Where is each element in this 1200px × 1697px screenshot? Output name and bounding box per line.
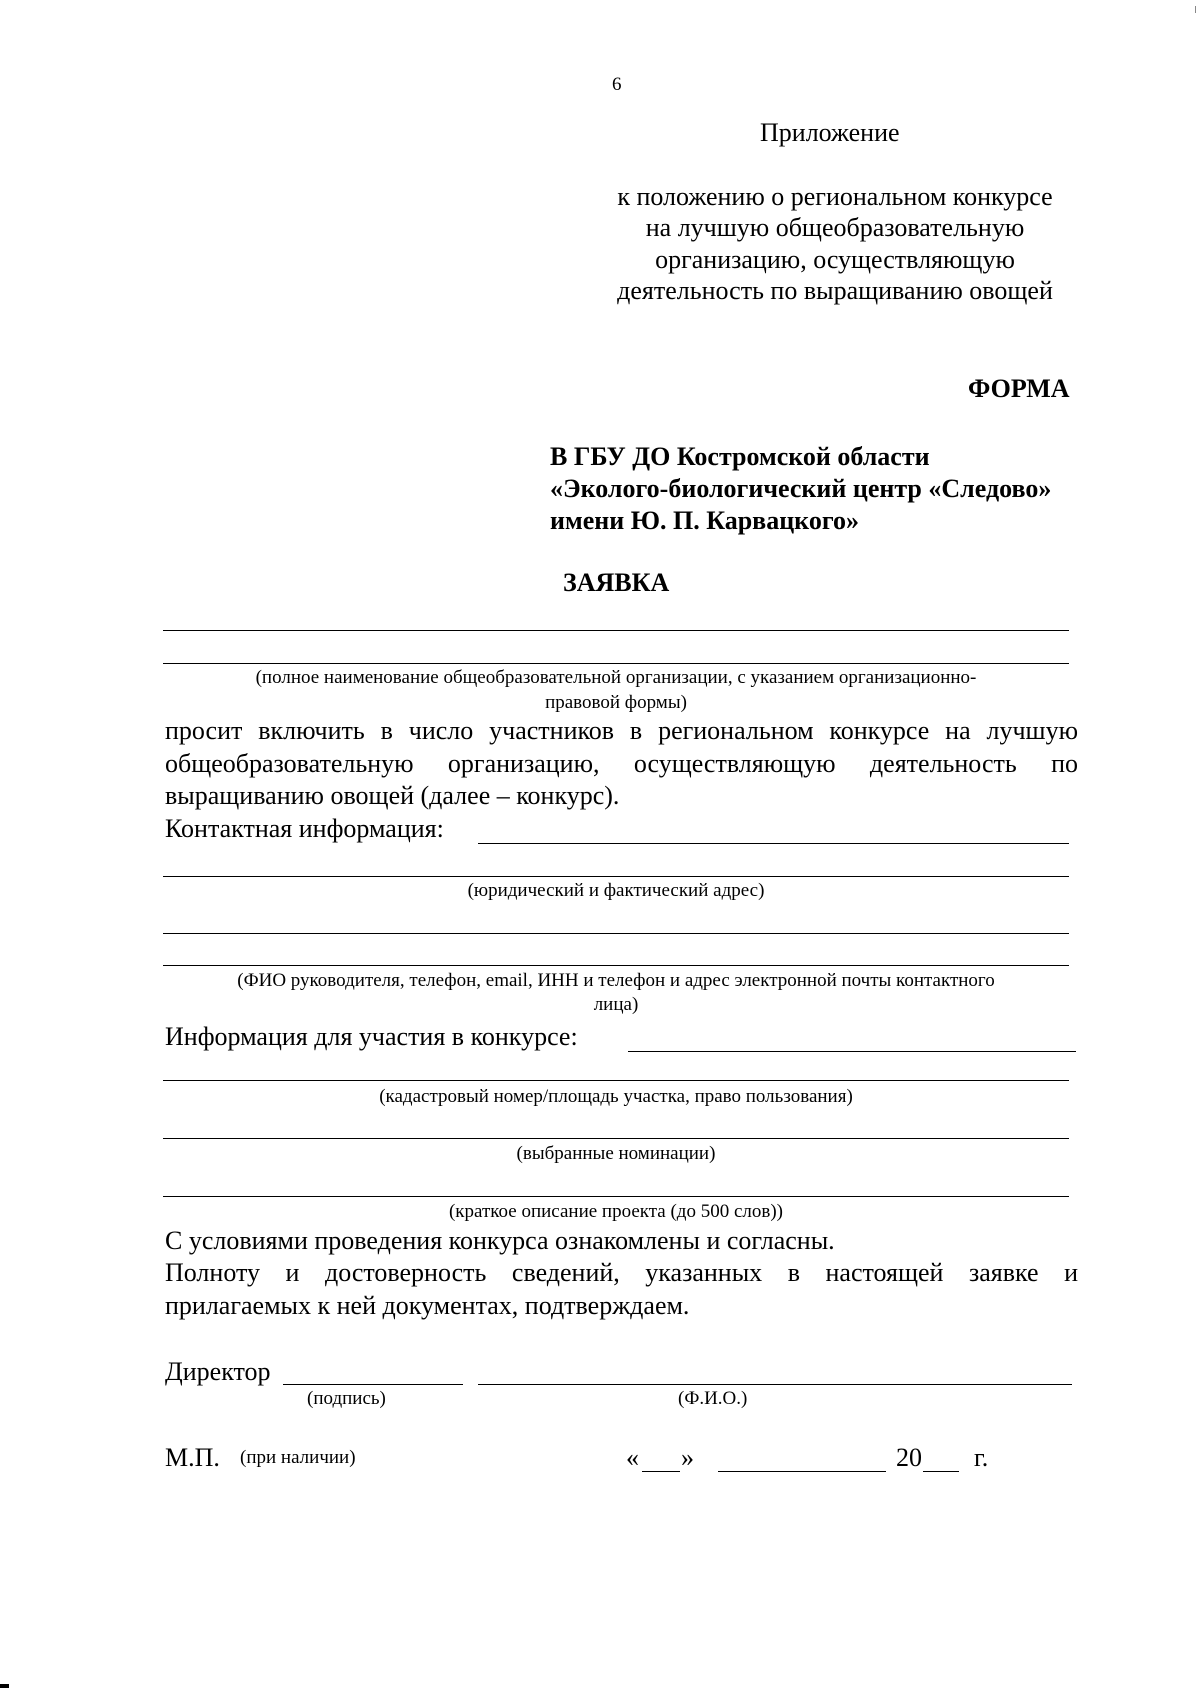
address-line (163, 876, 1069, 877)
org-name-line (163, 630, 1069, 631)
address-caption: (юридический и фактический адрес) (467, 880, 765, 901)
appendix-title: Приложение (760, 118, 900, 147)
org-name-line (163, 663, 1069, 664)
nominations-caption: (выбранные номинации) (516, 1143, 716, 1164)
date-year-suffix: г. (974, 1443, 989, 1472)
appendix-line: деятельность по выращиванию овощей (617, 276, 1053, 305)
head-info-line (163, 965, 1069, 966)
date-day-line (642, 1471, 680, 1472)
request-line: общеобразовательную организацию, осуществляющую деятельность по (165, 749, 1078, 778)
scan-mark (1195, 6, 1196, 13)
participation-label: Информация для участия в конкурсе: (165, 1022, 578, 1051)
date-open-quote: « (626, 1443, 639, 1472)
project-line (163, 1196, 1069, 1197)
director-label: Директор (165, 1357, 271, 1386)
cadastral-line (163, 1080, 1069, 1081)
request-line: выращиванию овощей (далее – конкурс). (165, 781, 620, 810)
confirm-line: Полноту и достоверность сведений, указанных в настоящей заявке и (165, 1258, 1078, 1287)
date-year-line (923, 1471, 959, 1472)
appendix-line: организацию, осуществляющую (655, 245, 1015, 274)
signature-caption: (подпись) (307, 1388, 386, 1409)
request-line: просит включить в число участников в региональном конкурсе на лучшую (165, 716, 1078, 745)
nominations-line (163, 1138, 1069, 1139)
contact-info-line (478, 843, 1069, 844)
page-number: 6 (612, 74, 622, 95)
participation-line (628, 1051, 1076, 1052)
org-name-caption: (полное наименование общеобразовательной организации, с указанием организационно- (255, 667, 977, 688)
stamp-note: (при наличии) (240, 1447, 356, 1468)
stamp-label: М.П. (165, 1443, 220, 1472)
head-info-caption: лица) (593, 994, 639, 1015)
date-close-quote: » (681, 1443, 694, 1472)
scan-mark (0, 1684, 9, 1688)
signature-line (283, 1384, 463, 1385)
confirm-line: прилагаемых к ней документах, подтверждаем. (165, 1291, 690, 1320)
addressee-line: имени Ю. П. Карвацкого» (550, 506, 859, 535)
document-heading: ЗАЯВКА (563, 568, 670, 597)
appendix-line: на лучшую общеобразовательную (645, 213, 1025, 242)
full-name-caption: (Ф.И.О.) (678, 1388, 748, 1409)
contact-label: Контактная информация: (165, 814, 444, 843)
agreement-line: С условиями проведения конкурса ознакомлены и согласны. (165, 1226, 835, 1255)
form-label: ФОРМА (968, 374, 1070, 403)
appendix-line: к положению о региональном конкурсе (617, 182, 1053, 211)
date-year-prefix: 20 (896, 1443, 922, 1472)
date-month-line (718, 1471, 886, 1472)
addressee-line: В ГБУ ДО Костромской области (550, 442, 930, 471)
head-info-caption: (ФИО руководителя, телефон, email, ИНН и телефон и адрес электронной почты контактного (237, 970, 995, 991)
cadastral-caption: (кадастровый номер/площадь участка, право пользования) (379, 1086, 853, 1107)
org-name-caption: правовой формы) (545, 692, 687, 713)
project-caption: (краткое описание проекта (до 500 слов)) (448, 1201, 783, 1222)
addressee-line: «Эколого-биологический центр «Следово» (550, 474, 1052, 503)
full-name-line (478, 1384, 1072, 1385)
head-info-line (163, 933, 1069, 934)
